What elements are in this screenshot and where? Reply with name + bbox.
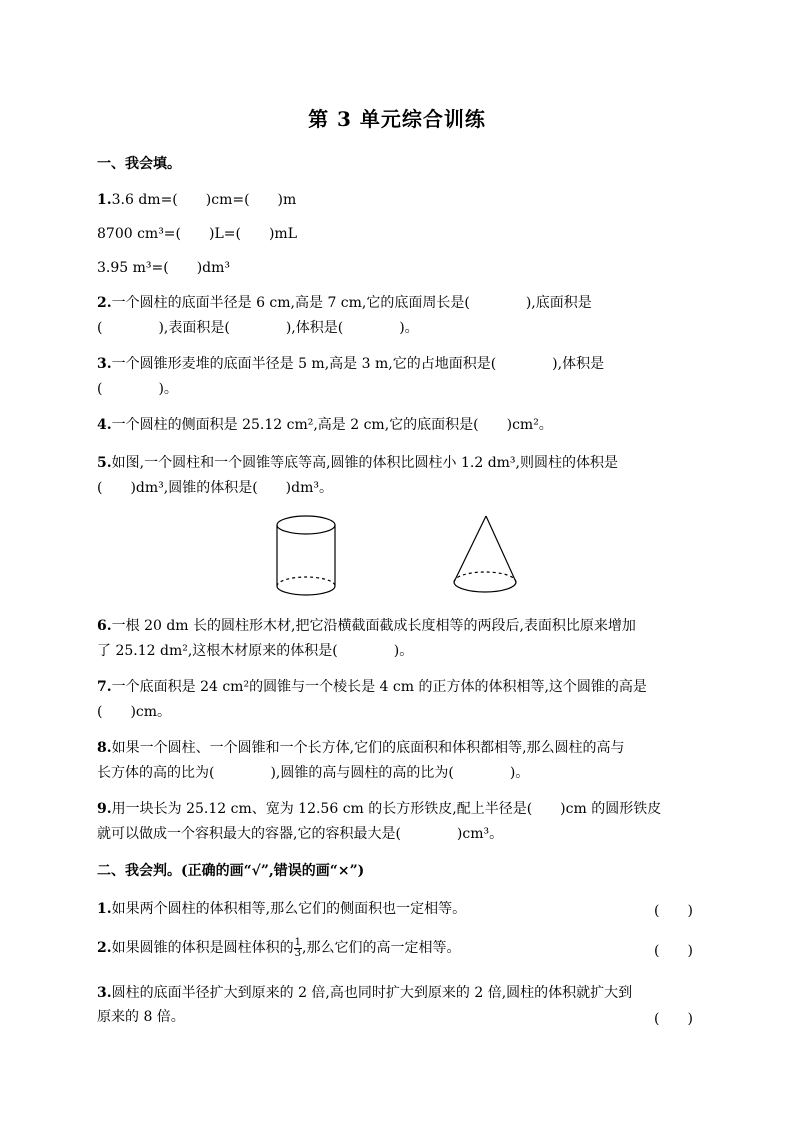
q9-text-1: 用一块长为 25.12 cm、宽为 12.56 cm 的长方形铁皮,配上半径是( )cm 的圆形铁皮 [111, 801, 662, 817]
q4-number: 4. [97, 417, 112, 433]
section-judge-heading: 二、我会判。(正确的画“√”,错误的画“×”) [97, 863, 365, 879]
cylinder-cone-figure [270, 512, 530, 602]
q2-text-1: 一个圆柱的底面半径是 6 cm,高是 7 cm,它的底面周长是( ),底面积是 [111, 295, 592, 311]
q3-number: 3. [97, 356, 112, 372]
q7-number: 7. [97, 679, 112, 695]
page-title: 第 3 单元综合训练 [308, 107, 486, 131]
q3-line2: ( )。 [97, 381, 178, 397]
q1-line2: 8700 cm³=( )L=( )mL [97, 226, 297, 242]
j3-answer-parens[interactable]: ( ) [654, 1011, 693, 1027]
j2-line [97, 936, 460, 960]
j2-text-b: ,那么它们的高一定相等。 [302, 940, 461, 956]
q7-line2: ( )cm。 [97, 704, 172, 720]
j3-line2: 原来的 8 倍。 [97, 1009, 185, 1025]
section-fill-heading: 一、我会填。 [97, 156, 181, 172]
q7-line1 [97, 675, 647, 699]
q2-line1 [97, 291, 592, 315]
q1-line1 [97, 188, 296, 212]
j1-text: 如果两个圆柱的体积相等,那么它们的侧面积也一定相等。 [111, 901, 467, 917]
q9-line2: 就可以做成一个容积最大的容器,它的容积最大是( )cm³。 [97, 826, 504, 842]
q1-line3: 3.95 m³=( )dm³ [97, 260, 231, 276]
q6-text-1: 一根 20 dm 长的圆柱形木材,把它沿横截面截成长度相等的两段后,表面积比原来增加 [111, 618, 636, 634]
j2-answer-parens[interactable]: ( ) [654, 943, 693, 959]
q2-number: 2. [97, 295, 112, 311]
j3-text-1: 圆柱的底面半径扩大到原来的 2 倍,高也同时扩大到原来的 2 倍,圆柱的体积就扩大到 [111, 985, 633, 1001]
j1-number: 1. [97, 901, 112, 917]
q8-line2: 长方体的高的比为( ),圆锥的高与圆柱的高的比为( )。 [97, 765, 530, 781]
q8-text-1: 如果一个圆柱、一个圆锥和一个长方体,它们的底面积和体积都相等,那么圆柱的高与 [111, 740, 625, 756]
q5-text-1: 如图,一个圆柱和一个圆锥等底等高,圆锥的体积比圆柱小 1.2 dm³,则圆柱的体积是 [111, 455, 618, 471]
q8-number: 8. [97, 740, 112, 756]
q8-line1 [97, 736, 625, 760]
q7-text-1: 一个底面积是 24 cm²的圆锥与一个棱长是 4 cm 的正方体的体积相等,这个圆锥的高是 [111, 679, 647, 695]
j3-number: 3. [97, 985, 112, 1001]
q9-number: 9. [97, 801, 112, 817]
fraction-numerator: 1 [294, 936, 301, 948]
j2-number: 2. [97, 940, 112, 956]
q1-number: 1. [97, 192, 112, 208]
q6-line2: 了 25.12 dm²,这根木材原来的体积是( )。 [97, 643, 414, 659]
fraction-one-third [294, 938, 302, 959]
q1-text-1: 3.6 dm=( )cm=( )m [111, 192, 297, 208]
q6-number: 6. [97, 618, 112, 634]
j2-text-a: 如果圆锥的体积是圆柱体积的 [111, 940, 294, 956]
q4-line1 [97, 413, 553, 437]
cylinder-shape [277, 516, 335, 595]
j3-line1 [97, 981, 632, 1005]
q9-line1 [97, 797, 661, 821]
j1-line [97, 897, 466, 921]
q3-text-1: 一个圆锥形麦堆的底面半径是 5 m,高是 3 m,它的占地面积是( ),体积是 [111, 356, 605, 372]
fraction-denominator: 3 [294, 947, 301, 959]
q5-line2: ( )dm³,圆锥的体积是( )dm³。 [97, 480, 333, 496]
j1-answer-parens[interactable]: ( ) [654, 903, 693, 919]
q2-line2: ( ),表面积是( ),体积是( )。 [97, 320, 419, 336]
q6-line1 [97, 614, 636, 638]
cone-shape [454, 516, 516, 592]
q5-number: 5. [97, 455, 112, 471]
q5-line1 [97, 451, 618, 475]
q4-text-1: 一个圆柱的侧面积是 25.12 cm²,高是 2 cm,它的底面积是( )cm²。 [111, 417, 553, 433]
q3-line1 [97, 352, 604, 376]
